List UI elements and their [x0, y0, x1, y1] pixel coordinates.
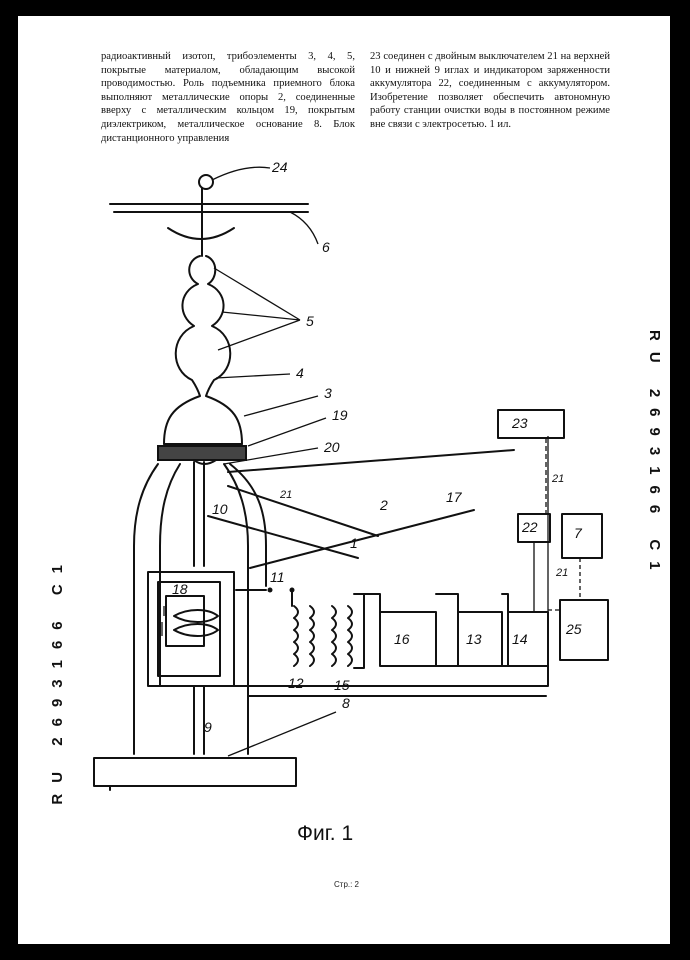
label-10: 10 [212, 501, 228, 517]
page-number: Стр.: 2 [334, 880, 360, 889]
patent-number-right: RU 2693166 C1 [646, 330, 663, 581]
label-17: 17 [446, 489, 462, 505]
label-16: 16 [394, 631, 410, 647]
patent-page [18, 16, 670, 944]
label-24: 24 [272, 159, 288, 175]
label-8: 8 [342, 695, 350, 711]
paragraph-right: 23 соединен с двойным выключателем 21 на верхней 10 и нижней 9 иглах и индикатором заряженности аккумулятора 22, соединенным с аккумулятором. Изобретение позволяет обеспечить автономную работу станции очистки воды в постоянном режиме вне связи с электросетью. 1 ил. [370, 51, 610, 130]
label-1: 1 [350, 535, 358, 551]
label-23: 23 [512, 415, 528, 431]
label-12: 12 [288, 675, 304, 691]
label-15: 15 [334, 677, 350, 693]
label-9: 9 [204, 719, 212, 735]
label-6: 6 [322, 239, 330, 255]
label-3: 3 [324, 385, 332, 401]
label-21c: 21 [556, 567, 569, 579]
label-19: 19 [332, 407, 348, 423]
label-5: 5 [306, 313, 314, 329]
patent-number-left: RU 2693166 C1 [49, 554, 66, 805]
label-25: 25 [566, 621, 582, 637]
figure-caption: Фиг. 1 [297, 822, 354, 845]
label-7: 7 [574, 525, 582, 541]
label-18: 18 [172, 581, 188, 597]
paragraph-left: радиоактивный изотоп, трибоэлементы 3, 4, 5, покрытые материалом, обладающим высокой проводимостью. Роль подъемника приемного блока выполняют металлические опоры 2, соединенные вверху с металлическим кольцом 19, покрытым диэлектриком, металлическое основание 8. Блок дистанционного управления [101, 51, 355, 144]
label-21b: 21 [552, 473, 565, 485]
label-20: 20 [324, 439, 340, 455]
label-13: 13 [466, 631, 482, 647]
label-14: 14 [512, 631, 528, 647]
figure-labels [18, 16, 670, 944]
label-22: 22 [522, 519, 538, 535]
label-4: 4 [296, 365, 304, 381]
label-21a: 21 [280, 489, 293, 501]
label-11: 11 [270, 569, 285, 585]
label-2: 2 [380, 497, 388, 513]
